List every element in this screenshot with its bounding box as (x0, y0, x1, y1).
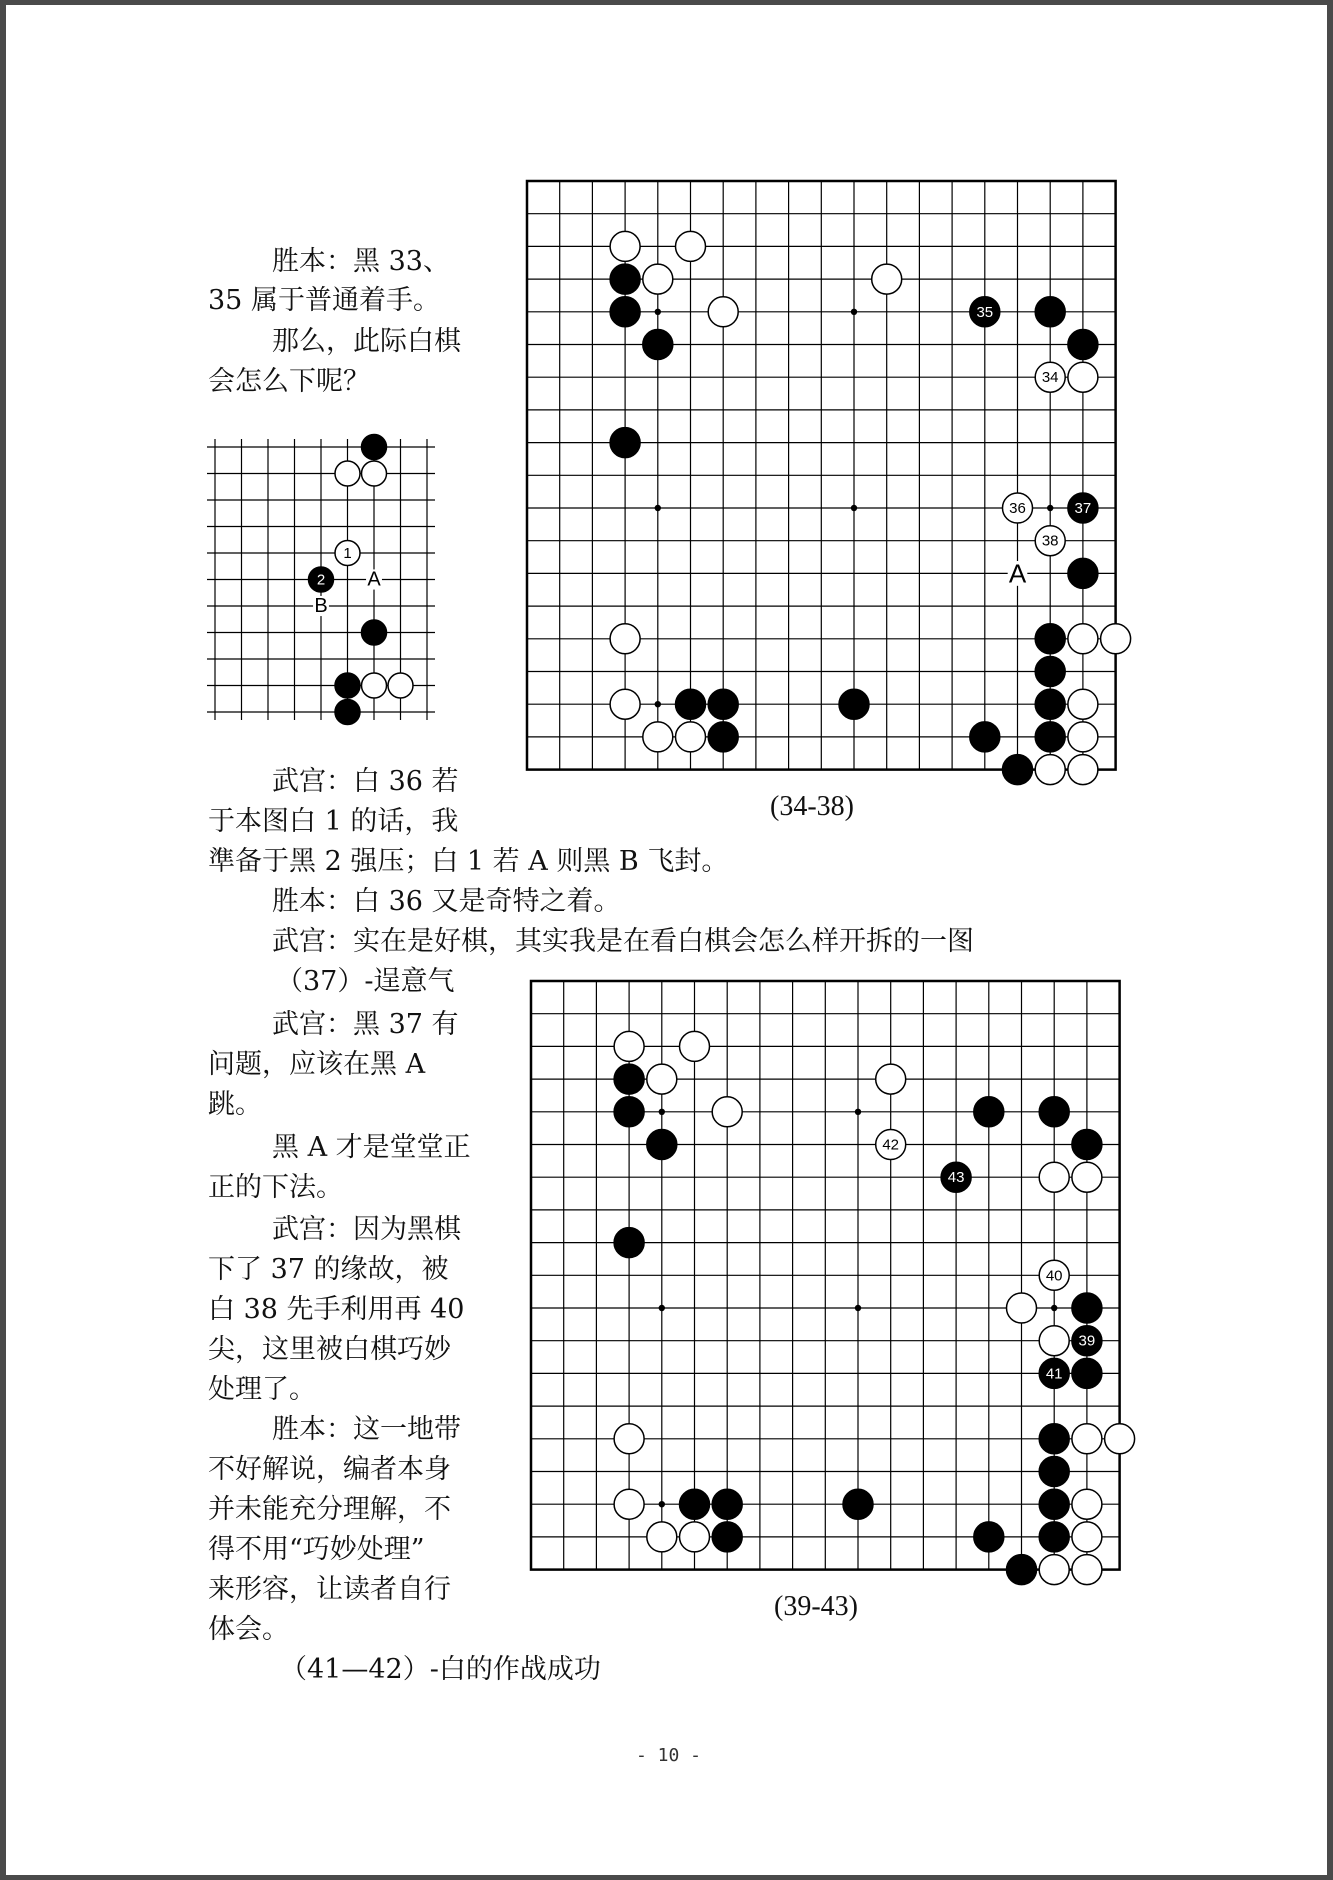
point-label: B (314, 595, 328, 617)
black-stone (1035, 624, 1065, 654)
text-line: 武宫：白 36 若 (272, 766, 459, 797)
black-stone (647, 1130, 677, 1160)
white-stone (1072, 1522, 1102, 1552)
white-stone (876, 1064, 906, 1094)
black-stone (843, 1489, 873, 1519)
white-stone (362, 673, 387, 698)
white-stone (1039, 1326, 1069, 1356)
go-board-reference-diagram (208, 430, 448, 735)
white-stone (614, 1031, 644, 1061)
star-point (655, 505, 661, 511)
star-point (855, 1305, 861, 1311)
white-stone (1068, 362, 1098, 392)
text-line: 胜本：白 36 又是奇特之着。 (272, 886, 621, 917)
text-line: 胜本：这一地带 (272, 1414, 461, 1445)
text-line: 问题，应该在黑 A (208, 1049, 426, 1080)
black-stone (970, 722, 1000, 752)
star-point (851, 505, 857, 511)
black-stone (1035, 689, 1065, 719)
white-stone (614, 1489, 644, 1519)
white-stone (712, 1097, 742, 1127)
white-stone (643, 722, 673, 752)
black-stone (335, 700, 360, 725)
black-stone (614, 1064, 644, 1094)
white-stone (1072, 1162, 1102, 1192)
text-line: 体会。 (208, 1614, 289, 1645)
text-line: 得不用“巧妙处理” (208, 1534, 425, 1565)
black-stone (712, 1522, 742, 1552)
text-line: 于本图白 1 的话，我 (208, 806, 459, 837)
move-number: 34 (1041, 369, 1059, 387)
star-point (851, 309, 857, 315)
move-number: 43 (947, 1169, 965, 1187)
black-stone (680, 1489, 710, 1519)
black-stone (1007, 1555, 1037, 1585)
white-stone (676, 231, 706, 261)
black-stone (335, 673, 360, 698)
black-stone (712, 1489, 742, 1519)
white-stone (1068, 689, 1098, 719)
white-stone (676, 722, 706, 752)
white-stone (1101, 624, 1131, 654)
white-stone (1105, 1424, 1135, 1454)
white-stone (680, 1031, 710, 1061)
section-heading: （41—42）-白的作战成功 (280, 1654, 601, 1685)
black-stone (1039, 1522, 1069, 1552)
star-point (659, 1305, 665, 1311)
point-label: A (1008, 558, 1027, 589)
white-stone (362, 461, 387, 486)
move-number: 42 (882, 1136, 900, 1154)
white-stone (1068, 755, 1098, 785)
black-stone (1035, 657, 1065, 687)
white-stone (680, 1522, 710, 1552)
black-stone (974, 1097, 1004, 1127)
white-stone (643, 264, 673, 294)
text-line: 武宫：黑 37 有 (272, 1009, 459, 1040)
black-stone (362, 620, 387, 645)
black-stone (362, 435, 387, 460)
section-heading: （37）-逞意气 (276, 966, 455, 997)
text-line: 跳。 (208, 1089, 262, 1120)
black-stone (643, 330, 673, 360)
text-line: 正的下法。 (208, 1172, 343, 1203)
move-number: 38 (1041, 532, 1059, 550)
go-board-diagram-39-43 (531, 981, 1127, 1577)
black-stone (610, 428, 640, 458)
white-stone (1039, 1162, 1069, 1192)
go-board-diagram-34-38 (527, 181, 1123, 777)
text-line: 并未能充分理解，不 (208, 1494, 451, 1525)
text-line: 武宫：实在是好棋，其实我是在看白棋会怎么样开拆的一图 (272, 926, 974, 957)
black-stone (1039, 1489, 1069, 1519)
point-label: A (367, 568, 381, 591)
black-stone (1039, 1424, 1069, 1454)
text-line: 尖，这里被白棋巧妙 (208, 1334, 451, 1365)
white-stone (610, 231, 640, 261)
black-stone (839, 689, 869, 719)
black-stone (614, 1097, 644, 1127)
star-point (1051, 1305, 1057, 1311)
black-stone (1039, 1097, 1069, 1127)
move-number: 39 (1078, 1332, 1096, 1350)
black-stone (1039, 1457, 1069, 1487)
white-stone (1072, 1424, 1102, 1454)
star-point (655, 309, 661, 315)
star-point (1047, 505, 1053, 511)
white-stone (610, 689, 640, 719)
white-stone (708, 297, 738, 327)
white-stone (614, 1424, 644, 1454)
text-line: 武宫：因为黑棋 (272, 1214, 461, 1245)
text-line: 来形容，让读者自行 (208, 1574, 451, 1605)
document-page (6, 5, 1327, 1875)
black-stone (708, 722, 738, 752)
white-stone (388, 673, 413, 698)
black-stone (1035, 722, 1065, 752)
star-point (655, 701, 661, 707)
star-point (855, 1109, 861, 1115)
white-stone (1072, 1555, 1102, 1585)
text-line: 胜本：黑 33、 (272, 246, 450, 277)
star-point (659, 1109, 665, 1115)
text-line: 35 属于普通着手。 (208, 285, 440, 316)
black-stone (1035, 297, 1065, 327)
black-stone (1072, 1293, 1102, 1323)
move-number: 35 (976, 303, 994, 321)
black-stone (676, 689, 706, 719)
white-stone (1072, 1489, 1102, 1519)
white-stone (647, 1522, 677, 1552)
text-line: 白 38 先手利用再 40 (208, 1294, 465, 1325)
white-stone (1068, 722, 1098, 752)
white-stone (647, 1064, 677, 1094)
star-point (659, 1501, 665, 1507)
black-stone (610, 297, 640, 327)
black-stone (614, 1228, 644, 1258)
move-number: 41 (1045, 1365, 1063, 1383)
black-stone (974, 1522, 1004, 1552)
white-stone (872, 264, 902, 294)
black-stone (1068, 330, 1098, 360)
page-number: - 10 - (636, 1745, 702, 1766)
text-line: 处理了。 (208, 1374, 316, 1405)
move-number: 37 (1074, 500, 1092, 517)
white-stone (1068, 624, 1098, 654)
black-stone (708, 689, 738, 719)
black-stone (610, 264, 640, 294)
diagram-caption-39-43: (39-43) (774, 1591, 858, 1622)
white-stone (1035, 755, 1065, 785)
move-number: 2 (316, 571, 326, 589)
black-stone (1072, 1130, 1102, 1160)
text-line: 会怎么下呢？ (208, 366, 370, 397)
text-line: 下了 37 的缘故，被 (208, 1254, 449, 1285)
text-line: 準备于黑 2 强压；白 1 若 A 则黑 B 飞封。 (208, 846, 729, 877)
move-number: 1 (343, 545, 352, 562)
black-stone (1072, 1358, 1102, 1388)
white-stone (335, 461, 360, 486)
black-stone (1003, 755, 1033, 785)
move-number: 36 (1009, 500, 1026, 517)
text-line: 那么，此际白棋 (272, 326, 461, 357)
black-stone (1068, 558, 1098, 588)
text-line: 黑 A 才是堂堂正 (272, 1132, 471, 1163)
white-stone (1007, 1293, 1037, 1323)
move-number: 40 (1045, 1267, 1063, 1285)
text-line: 不好解说，编者本身 (208, 1454, 451, 1485)
white-stone (1039, 1555, 1069, 1585)
diagram-caption-34-38: (34-38) (770, 791, 854, 822)
white-stone (610, 624, 640, 654)
